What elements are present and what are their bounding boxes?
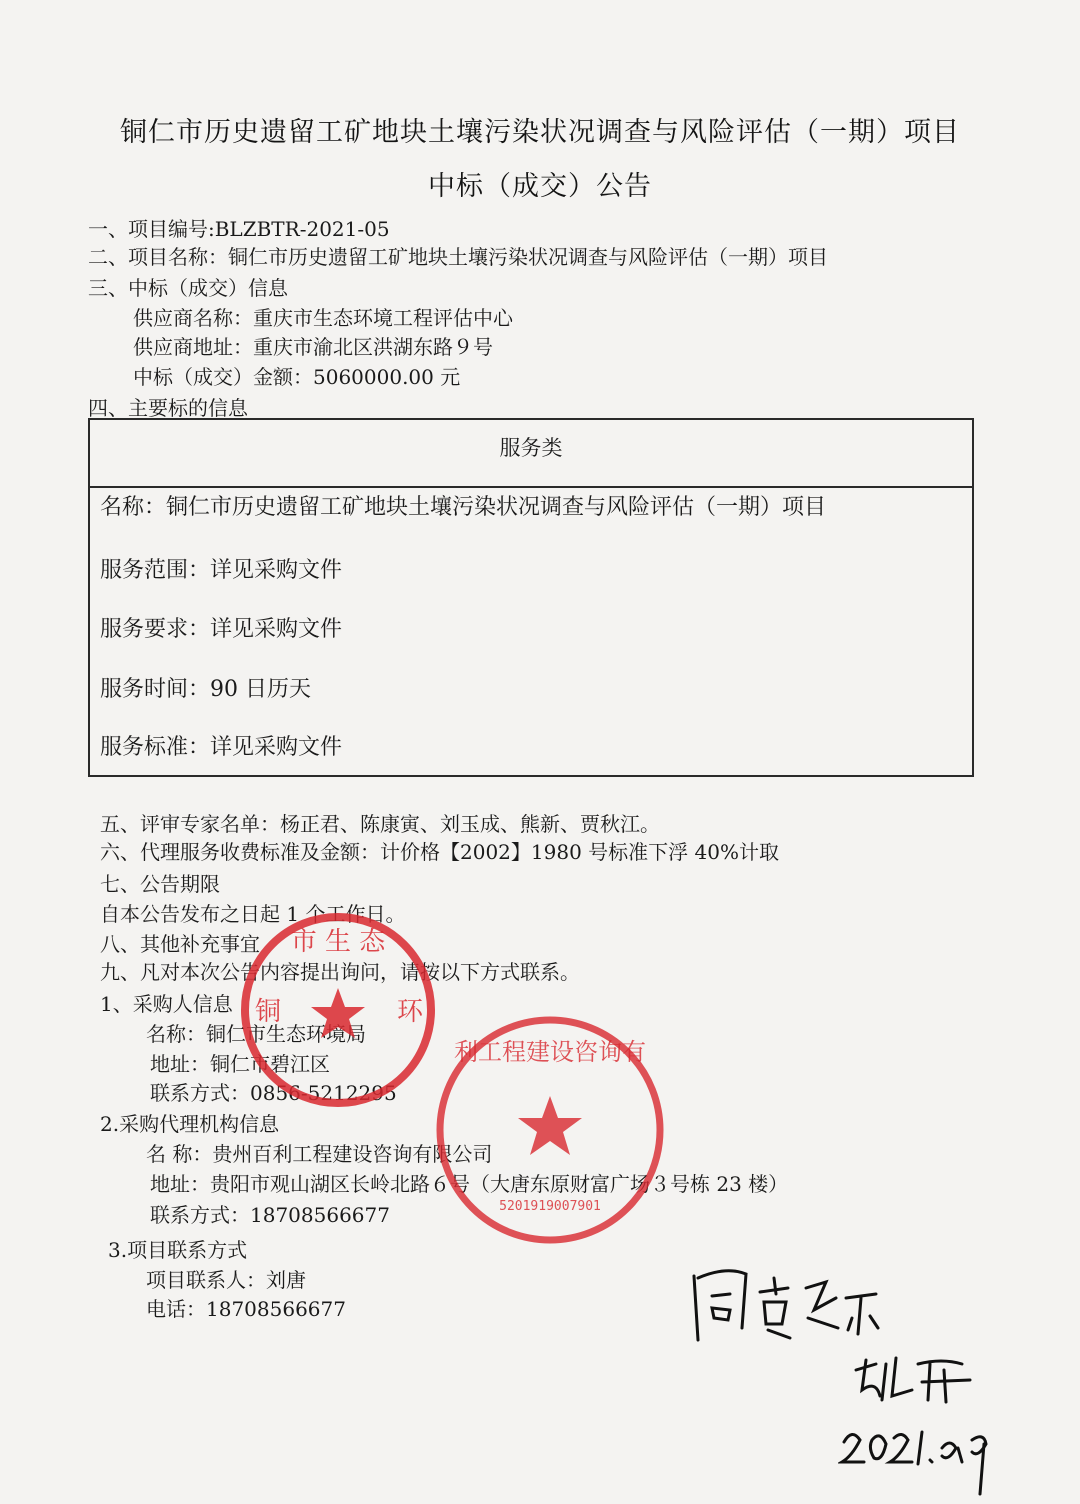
project-name: 二、项目名称：铜仁市历史遗留工矿地块土壤污染状况调查与风险评估（一期）项目 [88, 245, 828, 269]
approval-handwriting [686, 1258, 886, 1348]
agency-name: 名 称：贵州百利工程建设咨询有限公司 [146, 1142, 493, 1166]
purchaser-seal [238, 910, 438, 1110]
purchaser-contact: 联系方式：0856-5212295 [150, 1081, 397, 1105]
document-title: 铜仁市历史遗留工矿地块土壤污染状况调查与风险评估（一期）项目 [120, 117, 960, 148]
service-row-time: 服务时间：90 日历天 [100, 677, 311, 702]
project-contact-phone: 电话：18708566677 [146, 1297, 346, 1321]
project-contact-heading: 3.项目联系方式 [108, 1238, 248, 1262]
award-amount: 中标（成交）金额：5060000.00 元 [133, 365, 461, 389]
other-matters: 八、其他补充事宜 [100, 932, 260, 956]
period-heading: 七、公告期限 [100, 872, 220, 896]
agency-seal [430, 1010, 670, 1250]
contact-intro: 九、凡对本次公告内容提出询问，请按以下方式联系。 [100, 960, 580, 984]
period-text: 自本公告发布之日起 1 个工作日。 [100, 902, 406, 926]
service-row-standard: 服务标准：详见采购文件 [100, 735, 343, 760]
experts-list: 五、评审专家名单：杨正君、陈康寅、刘玉成、熊新、贾秋江。 [100, 812, 660, 836]
service-row-name: 名称：铜仁市历史遗留工矿地块土壤污染状况调查与风险评估（一期）项目 [100, 495, 827, 520]
svg-text:市 生 态: 市 生 态 [290, 927, 386, 957]
purchaser-address: 地址：铜仁市碧江区 [150, 1052, 330, 1076]
service-row-scope: 服务范围：详见采购文件 [100, 558, 343, 583]
service-table-header: 服务类 [90, 420, 972, 488]
purchaser-name: 名称：铜仁市生态环境局 [146, 1022, 366, 1046]
service-row-requirement: 服务要求：详见采购文件 [100, 617, 343, 642]
agency-fee: 六、代理服务收费标准及金额：计价格【2002】1980 号标准下浮 40%计取 [100, 840, 779, 864]
agency-contact: 联系方式：18708566677 [150, 1203, 390, 1227]
award-heading: 三、中标（成交）信息 [88, 276, 288, 300]
subject-heading: 四、主要标的信息 [88, 396, 248, 420]
project-contact-person: 项目联系人：刘唐 [146, 1268, 306, 1292]
service-table [88, 418, 974, 777]
agency-address: 地址：贵阳市观山湖区长岭北路６号（大唐东原财富广场３号栋 23 楼） [150, 1172, 789, 1196]
svg-text:5201919007901: 5201919007901 [499, 1199, 601, 1214]
svg-text:环: 环 [396, 997, 424, 1027]
supplier-name: 供应商名称：重庆市生态环境工程评估中心 [133, 306, 513, 330]
project-number: 一、项目编号:BLZBTR-2021-05 [88, 217, 390, 241]
signer-signature [852, 1350, 982, 1410]
agency-heading: 2.采购代理机构信息 [100, 1112, 280, 1136]
document-subtitle: 中标（成交）公告 [428, 171, 652, 202]
purchaser-heading: 1、采购人信息 [100, 992, 233, 1016]
handwritten-date [838, 1418, 998, 1498]
supplier-address: 供应商地址：重庆市渝北区洪湖东路９号 [133, 335, 493, 359]
svg-text:利工程建设咨询有: 利工程建设咨询有 [454, 1038, 646, 1066]
svg-text:铜: 铜 [254, 997, 282, 1027]
